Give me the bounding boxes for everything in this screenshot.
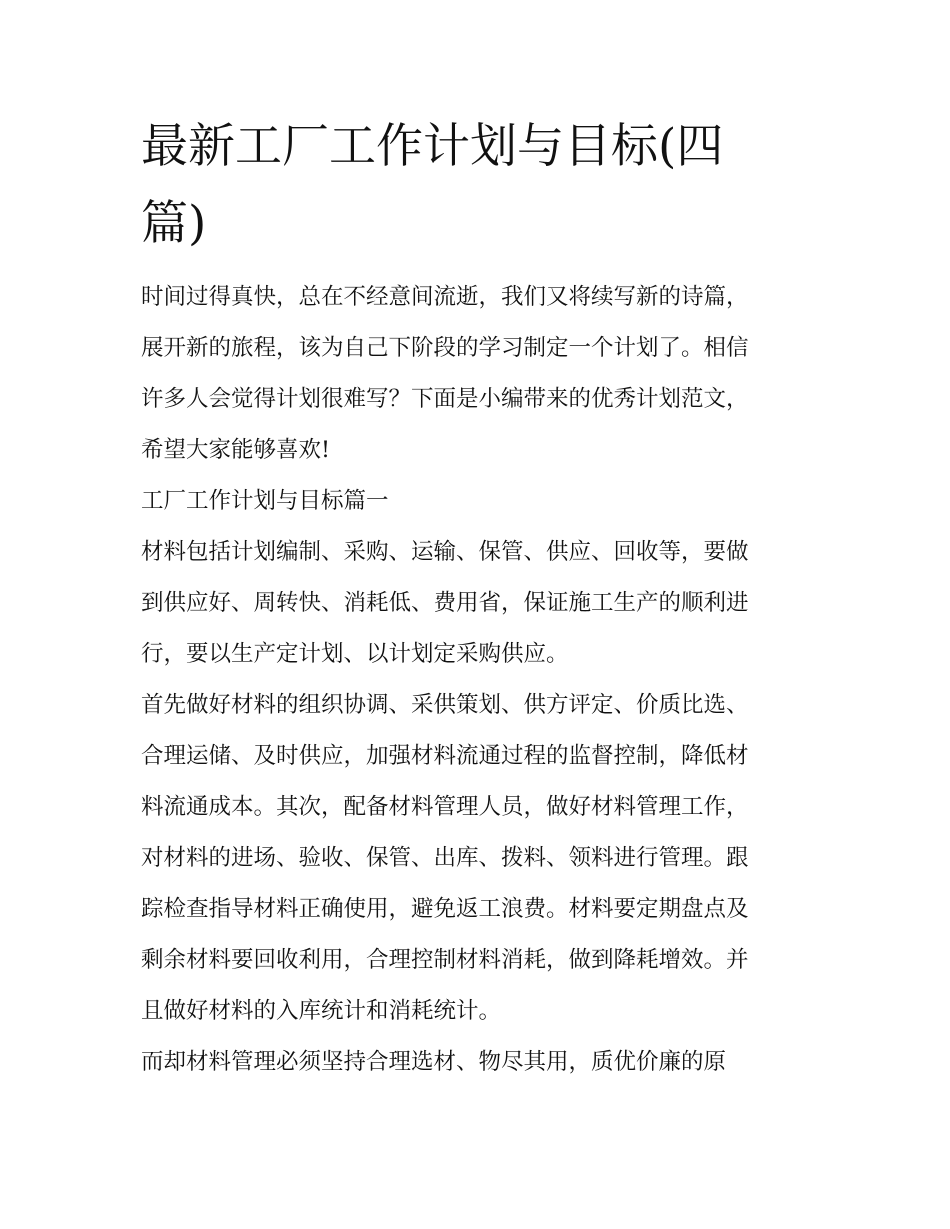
paragraph-line: 许多人会觉得计划很难写？下面是小编带来的优秀计划范文，	[141, 386, 749, 412]
body-paragraph-2	[141, 680, 816, 1037]
paragraph-line: 希望大家能够喜欢!	[141, 437, 331, 463]
paragraph-line: 行，要以生产定计划、以计划定采购供应。	[141, 641, 569, 667]
paragraph-line: 对材料的进场、验收、保管、出库、拨料、领料进行管理。跟	[141, 845, 749, 871]
paragraph-line: 时间过得真快，总在不经意间流逝，我们又将续写新的诗篇，	[141, 284, 749, 310]
section-heading-text: 工厂工作计划与目标篇一	[141, 488, 389, 514]
paragraph-line: 到供应好、周转快、消耗低、费用省，保证施工生产的顺利进	[141, 590, 749, 616]
paragraph-line: 剩余材料要回收利用，合理控制材料消耗，做到降耗增效。并	[141, 947, 749, 973]
paragraph-line: 展开新的旅程，该为自己下阶段的学习制定一个计划了。相信	[141, 335, 749, 361]
paragraph-line: 踪检查指导材料正确使用，避免返工浪费。材料要定期盘点及	[141, 896, 749, 922]
paragraph-line: 料流通成本。其次，配备材料管理人员，做好材料管理工作，	[141, 794, 749, 820]
section-heading	[141, 476, 816, 527]
paragraph-line: 材料包括计划编制、采购、运输、保管、供应、回收等，要做	[141, 539, 749, 565]
document-title: 最新工厂工作计划与目标(四篇)	[141, 119, 724, 251]
intro-paragraph	[141, 272, 816, 476]
document-page	[141, 108, 816, 1088]
body-paragraph-1	[141, 527, 816, 680]
paragraph-line: 且做好材料的入库统计和消耗统计。	[141, 998, 502, 1024]
paragraph-line: 而却材料管理必须坚持合理选材、物尽其用，质优价廉的原	[141, 1049, 727, 1075]
body-paragraph-3	[141, 1037, 816, 1088]
paragraph-line: 合理运储、及时供应，加强材料流通过程的监督控制，降低材	[141, 743, 749, 769]
paragraph-line: 首先做好材料的组织协调、采供策划、供方评定、价质比选、	[141, 692, 749, 718]
